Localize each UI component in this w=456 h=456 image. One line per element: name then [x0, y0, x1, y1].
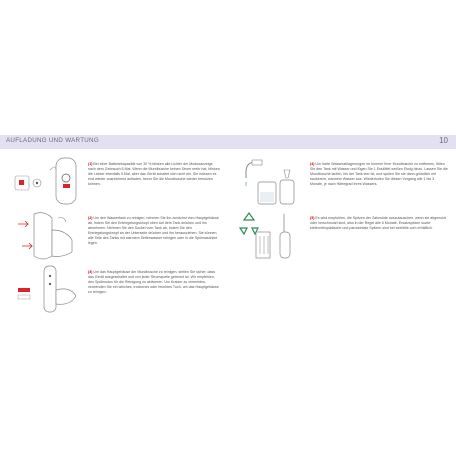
step-4-description: Um harte Wasserablagerungen im Inneren Ihrer Mundbusche zu entfernen, füllen Sie den Tank mit Wasser und fügen Sie 1 Esslöffel weißen Essig hinzu. Lassen Sie die Mundbusche laufen, bis der Tank leer ist, und spülen Sie sie dann gründlich mit sauberem, warmem Wasser aus. Wiederholen Sie diesen Vorgang alle 1 bis 3 Monate, je nach Härtegrad Ihres Wassers. [310, 162, 448, 186]
step-1-description: Bei einer Batteriekapazität von 30 % blinken alle Lichter der Modusanzeige nach dem Gebrauch 5 Mal. Wenn die Mundbusche keinen Strom mehr hat, blinken die Lichter ebenfalls 5 Mal, aber das Gerät schaltet sich nicht ein. Sie müssen es erst wieder ausreichend aufladen, bevor Sie die Mundbusche wieder benutzen können. [88, 162, 220, 186]
page-number: 10 [439, 136, 448, 145]
section-title: AUFLADUNG UND WARTUNG [6, 137, 99, 144]
tip-replacement-illustration [236, 210, 302, 262]
step-2-number: (2) [88, 216, 93, 220]
step-2-text [88, 216, 220, 246]
step-5-number: (5) [310, 216, 315, 220]
step-2-description: Um den Wassertank zu reinigen, nehmen Sie ihn zunächst vom Hauptgehäuse ab, indem Sie den Entriegelungsknopf oben auf dem Tank drücken und ihn abnehmen. Nehmen Sie den Sockel vom Tank ab, indem Sie den Entriegelungsknopf an der Unterseite drücken und ihn herausziehen. Sie können alle Teile des Tanks mit warmem Seifenwasser reinigen oder in die Spülmaschine legen. [88, 216, 219, 245]
body-cleaning-illustration [14, 264, 80, 316]
step-3-description: Um das Hauptgehäuse der Mundbusche zu reinigen, stellen Sie sicher, dass das Gerät ausgeschaltet und von jeder Stromquelle getrennt ist. Wir empfehlen, den Spülmodus für die Reinigung zu aktivieren. Um Kratzer zu vermeiden, verwenden Sie ein weiches, trockenes oder feuchtes Tuch, um das Hauptgehäuse zu reinigen. [88, 270, 219, 294]
descaling-illustration [236, 156, 302, 208]
step-5-text [310, 216, 448, 231]
charging-illustration [14, 156, 80, 208]
step-4-text [310, 162, 448, 187]
step-4-number: (4) [310, 162, 315, 166]
step-3-number: (3) [88, 270, 93, 274]
section-header-bar [0, 135, 456, 149]
step-1-number: (1) [88, 162, 93, 166]
water-tank-removal-illustration [14, 210, 80, 262]
step-5-description: Es wird empfohlen, die Spitzen der Zahnsöde auszutauschen, wenn sie abgenutzt oder verschmutzt sind, also in der Regel alle 6 Monate. Ersatzspitzen sowie kieferorthopädische und parodontale Spitzen sind bei seebillie.com erhältlich. [310, 216, 447, 230]
step-1-text [88, 162, 220, 187]
step-3-text [88, 270, 220, 295]
